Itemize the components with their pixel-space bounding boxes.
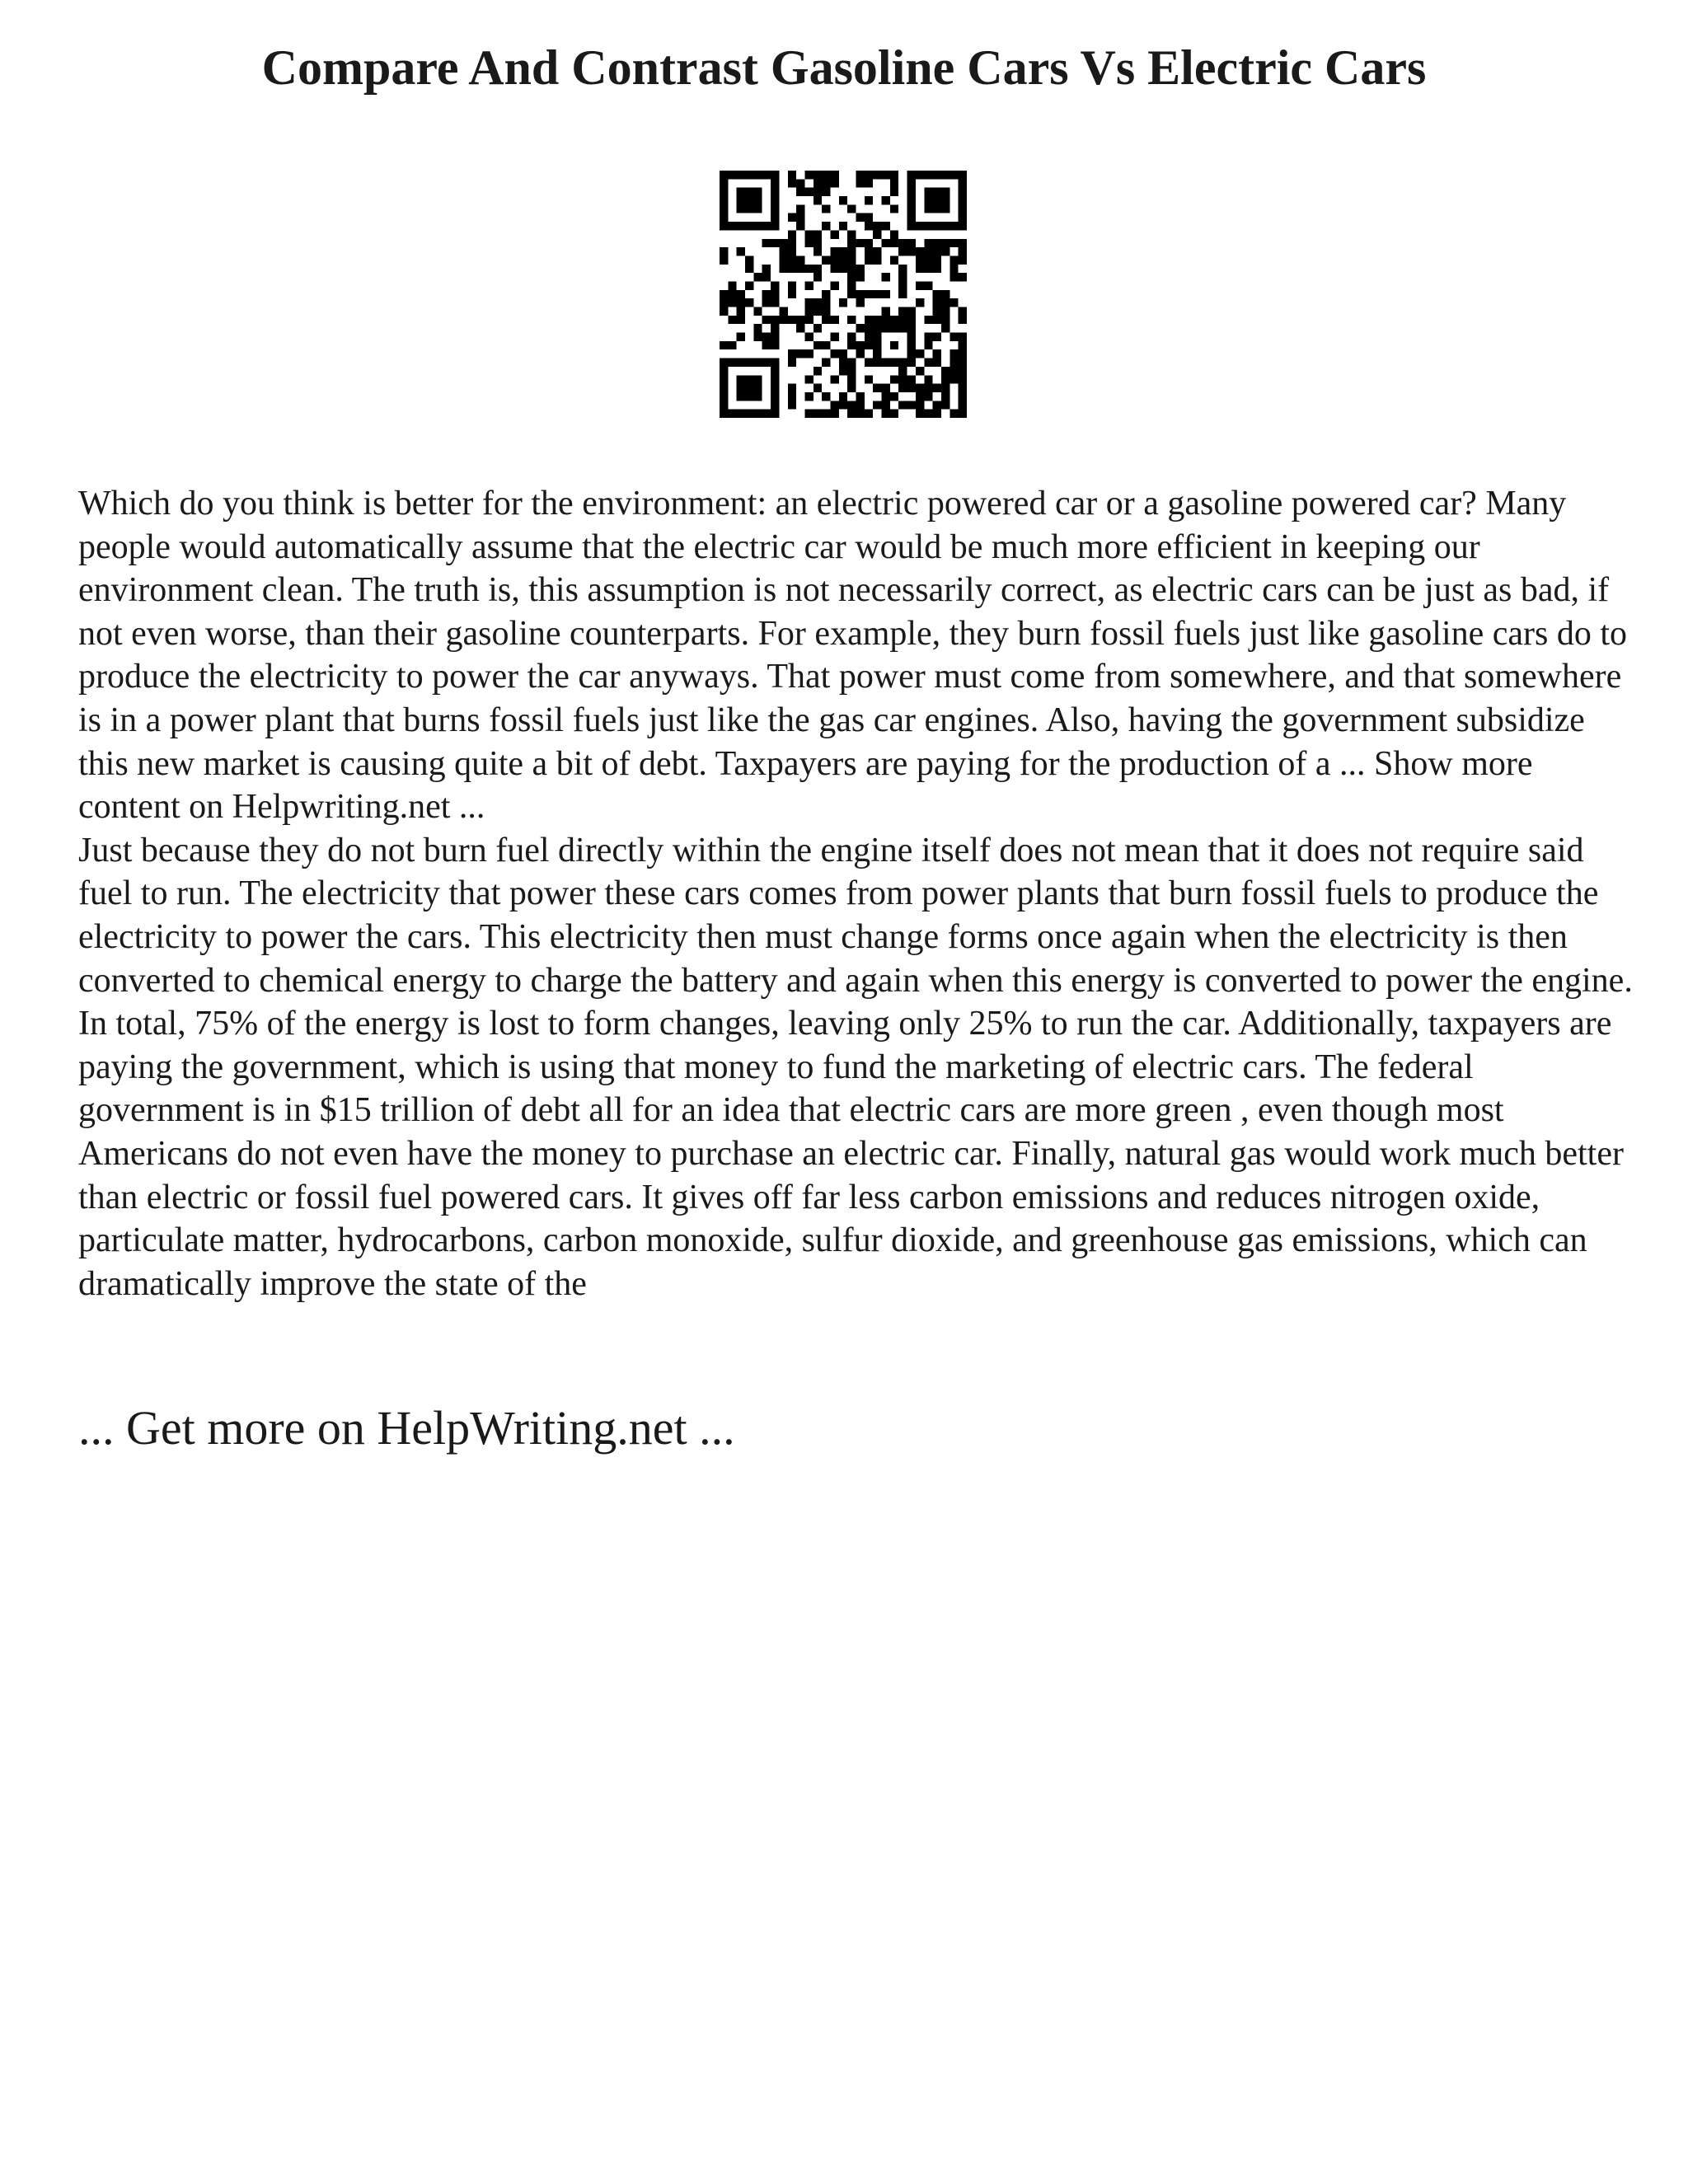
article-body <box>78 482 1636 1305</box>
article-paragraph-1: Which do you think is better for the environment: an electric powered car or a gasoline powered car? Many people would automatically assume that the electric car would be much more efficient in keeping our environment clean. The truth is, this assumption is not necessarily correct, as electric cars can be just as bad, if not even worse, than their gasoline counterparts. For example, they burn fossil fuels just like gasoline cars do to produce the electricity to power the car anyways. That power must come from somewhere, and that somewhere is in a power plant that burns fossil fuels just like the gas car engines. Also, having the government subsidize this new market is causing quite a bit of debt. Taxpayers are paying for the production of a ... Show more content on Helpwriting.net ... <box>78 485 1628 827</box>
article-paragraph-2: Just because they do not burn fuel directly within the engine itself does not mean that it does not require said fuel to run. The electricity that power these cars comes from power plants that burn fossil fuels to produce the electricity to power the cars. This electricity then must change forms once again when the electricity is then converted to chemical energy to charge the battery and again when this energy is converted to power the engine. In total, 75% of the energy is lost to form changes, leaving only 25% to run the car. Additionally, taxpayers are paying the government, which is using that money to fund the marketing of electric cars. The federal government is in $15 trillion of debt all for an idea that electric cars are more green , even though most Americans do not even have the money to purchase an electric car. Finally, natural gas would work much better than electric or fossil fuel powered cars. It gives off far less carbon emissions and reduces nitrogen oxide, particulate matter, hydrocarbons, carbon monoxide, sulfur dioxide, and greenhouse gas emissions, which can dramatically improve the state of the <box>78 831 1633 1303</box>
get-more-link[interactable]: ... Get more on HelpWriting.net ... <box>78 1401 735 1455</box>
page-title: Compare And Contrast Gasoline Cars Vs Electric Cars <box>261 40 1427 95</box>
qr-code-icon <box>720 171 967 418</box>
qr-code <box>720 171 967 418</box>
